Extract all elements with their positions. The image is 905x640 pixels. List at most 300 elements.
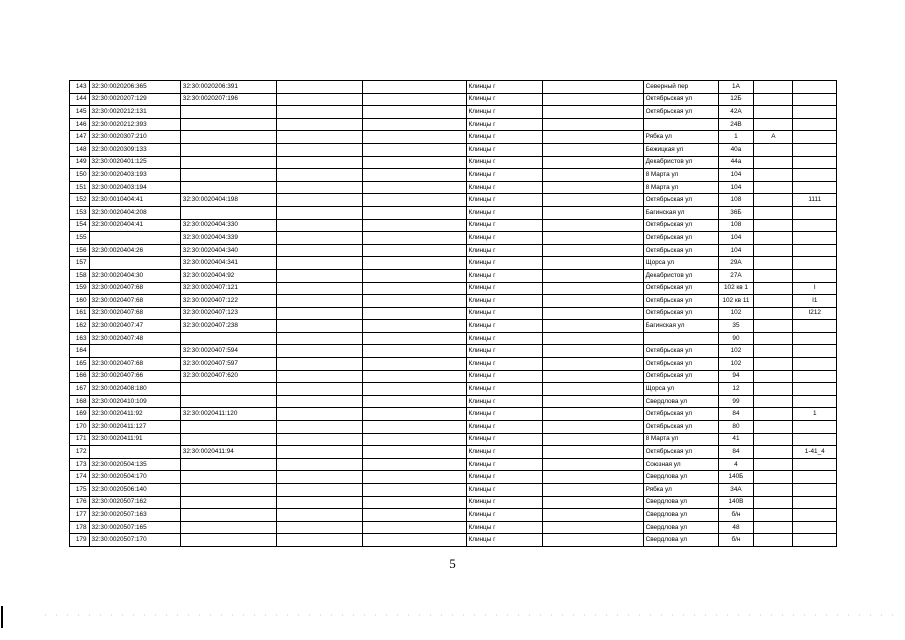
cell-house: 99: [718, 395, 754, 408]
cell-row-number: 147: [70, 131, 90, 144]
cell-house: 90: [718, 332, 754, 345]
cell-empty: [542, 446, 643, 459]
cell-city: Клинцы г: [466, 257, 542, 270]
cell-empty: [277, 232, 363, 245]
cell-house: 36Б: [718, 206, 754, 219]
cell-city: Клинцы г: [466, 194, 542, 207]
cell-building: [754, 181, 793, 194]
cell-empty: [542, 131, 643, 144]
cell-empty: [542, 408, 643, 421]
cell-house: 44а: [718, 156, 754, 169]
cell-cadastral-number-2: [180, 496, 277, 509]
cell-extra: [793, 383, 837, 396]
cell-extra: [793, 269, 837, 282]
cell-house: 27А: [718, 269, 754, 282]
cell-empty: [542, 206, 643, 219]
cell-street: Рябка ул: [643, 131, 718, 144]
cell-house: 29А: [718, 257, 754, 270]
table-row: [70, 295, 837, 308]
cell-cadastral-number: 32:30:0020407:66: [89, 370, 180, 383]
cell-empty: [542, 257, 643, 270]
table-row: [70, 332, 837, 345]
cell-building: [754, 471, 793, 484]
cell-row-number: 174: [70, 471, 90, 484]
cell-empty: [363, 496, 466, 509]
cell-empty: [277, 219, 363, 232]
cell-row-number: 162: [70, 320, 90, 333]
cadastral-registry-table: [69, 80, 837, 547]
cell-city: Клинцы г: [466, 471, 542, 484]
cell-street: Северный пер: [643, 81, 718, 94]
table-row: [70, 458, 837, 471]
table-row: [70, 106, 837, 119]
cell-empty: [277, 282, 363, 295]
cell-row-number: 173: [70, 458, 90, 471]
cell-cadastral-number: 32:30:0020407:48: [89, 332, 180, 345]
cell-building: [754, 484, 793, 497]
cell-city: Клинцы г: [466, 181, 542, 194]
table-row: [70, 244, 837, 257]
cell-empty: [363, 244, 466, 257]
cell-empty: [277, 471, 363, 484]
cell-house: б/н: [718, 534, 754, 547]
cell-extra: [793, 118, 837, 131]
cell-row-number: 167: [70, 383, 90, 396]
cell-empty: [363, 131, 466, 144]
cell-empty: [363, 521, 466, 534]
cell-empty: [277, 206, 363, 219]
cell-building: [754, 458, 793, 471]
cell-cadastral-number: 32:30:0020212:393: [89, 118, 180, 131]
cell-empty: [363, 232, 466, 245]
cell-empty: [363, 169, 466, 182]
cell-cadastral-number-2: 32:30:0020404:339: [180, 232, 277, 245]
table-row: [70, 446, 837, 459]
cell-cadastral-number: 32:30:0020207:129: [89, 93, 180, 106]
cell-building: А: [754, 131, 793, 144]
cell-street: Октябрьская ул: [643, 244, 718, 257]
cell-empty: [363, 358, 466, 371]
cell-empty: [363, 509, 466, 522]
cell-empty: [542, 295, 643, 308]
cell-row-number: 178: [70, 521, 90, 534]
cell-cadastral-number-2: [180, 106, 277, 119]
cell-cadastral-number: 32:30:0020504:170: [89, 471, 180, 484]
cell-building: [754, 118, 793, 131]
cell-extra: [793, 257, 837, 270]
cell-empty: [277, 181, 363, 194]
cell-house: 40а: [718, 143, 754, 156]
cell-building: [754, 320, 793, 333]
cell-street: 8 Марта ул: [643, 433, 718, 446]
table-row: [70, 471, 837, 484]
cell-row-number: 149: [70, 156, 90, 169]
cell-cadastral-number: [89, 345, 180, 358]
cell-empty: [277, 521, 363, 534]
table-row: [70, 118, 837, 131]
cell-house: 108: [718, 219, 754, 232]
cell-building: [754, 383, 793, 396]
cell-cadastral-number: 32:30:0020404:41: [89, 219, 180, 232]
cell-empty: [363, 383, 466, 396]
cell-empty: [363, 194, 466, 207]
cell-cadastral-number-2: 32:30:0020407:121: [180, 282, 277, 295]
cell-house: 12: [718, 383, 754, 396]
cell-city: Клинцы г: [466, 421, 542, 434]
cell-empty: [363, 320, 466, 333]
cell-extra: [793, 458, 837, 471]
cell-street: Октябрьская ул: [643, 345, 718, 358]
cell-empty: [277, 408, 363, 421]
cell-empty: [363, 345, 466, 358]
cell-building: [754, 433, 793, 446]
cell-cadastral-number-2: [180, 484, 277, 497]
cell-extra: [793, 370, 837, 383]
cell-extra: [793, 395, 837, 408]
cell-empty: [363, 181, 466, 194]
cell-house: 104: [718, 181, 754, 194]
cell-building: [754, 358, 793, 371]
cell-row-number: 153: [70, 206, 90, 219]
cell-building: [754, 143, 793, 156]
cell-row-number: 176: [70, 496, 90, 509]
table-row: [70, 358, 837, 371]
cell-building: [754, 257, 793, 270]
cell-empty: [277, 458, 363, 471]
cell-building: [754, 232, 793, 245]
cell-street: Багинская ул: [643, 320, 718, 333]
cell-street: Союзная ул: [643, 458, 718, 471]
cell-empty: [363, 156, 466, 169]
cell-street: Октябрьская ул: [643, 408, 718, 421]
cell-row-number: 161: [70, 307, 90, 320]
cell-city: Клинцы г: [466, 521, 542, 534]
cell-empty: [277, 446, 363, 459]
cell-extra: 1: [793, 408, 837, 421]
page-number: 5: [449, 556, 456, 571]
cell-empty: [277, 395, 363, 408]
cell-empty: [363, 408, 466, 421]
cell-cadastral-number: 32:30:0020309:133: [89, 143, 180, 156]
cell-street: [643, 118, 718, 131]
cell-empty: [277, 131, 363, 144]
cell-building: [754, 332, 793, 345]
cell-street: Октябрьская ул: [643, 421, 718, 434]
cell-cadastral-number-2: 32:30:0020407:122: [180, 295, 277, 308]
cell-row-number: 175: [70, 484, 90, 497]
cell-street: Свердлова ул: [643, 496, 718, 509]
cell-building: [754, 307, 793, 320]
cell-house: 12Б: [718, 93, 754, 106]
cell-empty: [542, 269, 643, 282]
cell-empty: [363, 257, 466, 270]
cell-building: [754, 446, 793, 459]
cell-house: 1: [718, 131, 754, 144]
cell-street: Щорса ул: [643, 257, 718, 270]
cell-house: 42А: [718, 106, 754, 119]
cell-empty: [277, 484, 363, 497]
cell-cadastral-number-2: 32:30:0020404:341: [180, 257, 277, 270]
cell-street: Октябрьская ул: [643, 358, 718, 371]
cell-cadastral-number: 32:30:0020507:165: [89, 521, 180, 534]
cell-house: 34А: [718, 484, 754, 497]
cell-city: Клинцы г: [466, 446, 542, 459]
cell-cadastral-number-2: [180, 118, 277, 131]
cell-cadastral-number: 32:30:0020411:92: [89, 408, 180, 421]
cell-city: Клинцы г: [466, 383, 542, 396]
cell-empty: [542, 156, 643, 169]
cell-row-number: 156: [70, 244, 90, 257]
cell-house: 84: [718, 408, 754, 421]
cell-empty: [542, 143, 643, 156]
cell-empty: [277, 269, 363, 282]
cell-empty: [277, 118, 363, 131]
cell-cadastral-number-2: [180, 458, 277, 471]
cell-extra: [793, 131, 837, 144]
cell-empty: [542, 219, 643, 232]
cell-street: Багинская ул: [643, 206, 718, 219]
cell-extra: [793, 509, 837, 522]
cell-extra: [793, 81, 837, 94]
cell-cadastral-number: 32:30:0020404:208: [89, 206, 180, 219]
table-row: [70, 131, 837, 144]
cell-city: Клинцы г: [466, 118, 542, 131]
table-row: [70, 433, 837, 446]
cell-cadastral-number: 32:30:0020506:140: [89, 484, 180, 497]
cell-cadastral-number: 32:30:0020411:127: [89, 421, 180, 434]
cell-row-number: 165: [70, 358, 90, 371]
cell-building: [754, 370, 793, 383]
cell-street: Бежицкая ул: [643, 143, 718, 156]
cell-cadastral-number: 32:30:0020411:91: [89, 433, 180, 446]
cell-city: Клинцы г: [466, 81, 542, 94]
cell-street: Свердлова ул: [643, 521, 718, 534]
cell-cadastral-number: 32:30:0020407:68: [89, 282, 180, 295]
cell-empty: [363, 421, 466, 434]
cell-empty: [542, 484, 643, 497]
cell-row-number: 151: [70, 181, 90, 194]
table-row: [70, 194, 837, 207]
cell-empty: [542, 307, 643, 320]
cell-extra: [793, 484, 837, 497]
cell-extra: [793, 143, 837, 156]
cell-city: Клинцы г: [466, 169, 542, 182]
cell-cadastral-number: 32:30:0020407:68: [89, 295, 180, 308]
cell-cadastral-number: 32:30:0020404:26: [89, 244, 180, 257]
cell-city: Клинцы г: [466, 458, 542, 471]
cell-house: 102 кв 1: [718, 282, 754, 295]
cell-cadastral-number: [89, 446, 180, 459]
cell-cadastral-number-2: 32:30:0020407:620: [180, 370, 277, 383]
cell-cadastral-number: 32:30:0020212:131: [89, 106, 180, 119]
cell-cadastral-number-2: [180, 143, 277, 156]
cell-city: Клинцы г: [466, 307, 542, 320]
cell-cadastral-number-2: [180, 156, 277, 169]
table-row: [70, 408, 837, 421]
table-row: [70, 143, 837, 156]
cell-row-number: 164: [70, 345, 90, 358]
cell-empty: [363, 106, 466, 119]
cell-city: Клинцы г: [466, 269, 542, 282]
cell-empty: [542, 194, 643, 207]
cell-building: [754, 269, 793, 282]
cell-city: Клинцы г: [466, 143, 542, 156]
cell-cadastral-number-2: [180, 509, 277, 522]
cell-empty: [542, 521, 643, 534]
cell-cadastral-number-2: [180, 131, 277, 144]
cell-row-number: 148: [70, 143, 90, 156]
cell-row-number: 158: [70, 269, 90, 282]
cell-empty: [277, 244, 363, 257]
cell-cadastral-number-2: 32:30:0020404:198: [180, 194, 277, 207]
cell-row-number: 152: [70, 194, 90, 207]
table-row: [70, 269, 837, 282]
cell-street: Октябрьская ул: [643, 295, 718, 308]
cell-empty: [277, 332, 363, 345]
table-row: [70, 307, 837, 320]
cell-house: 102: [718, 345, 754, 358]
cell-empty: [542, 169, 643, 182]
cell-street: Свердлова ул: [643, 395, 718, 408]
cell-house: 102 кв 11: [718, 295, 754, 308]
table-row: [70, 93, 837, 106]
table-row: [70, 206, 837, 219]
cell-cadastral-number: 32:30:0020206:365: [89, 81, 180, 94]
cell-cadastral-number: 32:30:0020408:180: [89, 383, 180, 396]
cell-empty: [277, 345, 363, 358]
cell-street: Декабристов ул: [643, 269, 718, 282]
cell-cadastral-number: 32:30:0020403:193: [89, 169, 180, 182]
cell-building: [754, 282, 793, 295]
scan-edge-mark: [1, 606, 3, 628]
cell-row-number: 163: [70, 332, 90, 345]
cell-empty: [277, 156, 363, 169]
cell-street: Октябрьская ул: [643, 370, 718, 383]
cell-city: Клинцы г: [466, 93, 542, 106]
cell-empty: [542, 433, 643, 446]
cell-house: 4: [718, 458, 754, 471]
scan-artifact-dots: [40, 614, 900, 616]
table-row: [70, 169, 837, 182]
cell-empty: [363, 206, 466, 219]
cell-street: [643, 332, 718, 345]
cell-cadastral-number-2: 32:30:0020404:92: [180, 269, 277, 282]
cell-empty: [542, 282, 643, 295]
cell-building: [754, 194, 793, 207]
cell-street: Щорса ул: [643, 383, 718, 396]
cell-building: [754, 93, 793, 106]
cell-city: Клинцы г: [466, 106, 542, 119]
cell-row-number: 159: [70, 282, 90, 295]
cell-city: Клинцы г: [466, 332, 542, 345]
cell-empty: [277, 295, 363, 308]
cell-street: Свердлова ул: [643, 509, 718, 522]
cell-empty: [277, 383, 363, 396]
cell-building: [754, 169, 793, 182]
cell-row-number: 143: [70, 81, 90, 94]
cell-empty: [542, 232, 643, 245]
cell-empty: [277, 509, 363, 522]
cell-building: [754, 534, 793, 547]
cell-street: Октябрьская ул: [643, 307, 718, 320]
cell-extra: I1: [793, 295, 837, 308]
cell-cadastral-number: 32:30:0020504:135: [89, 458, 180, 471]
cell-cadastral-number-2: [180, 395, 277, 408]
table-row: [70, 282, 837, 295]
cell-empty: [542, 509, 643, 522]
cell-row-number: 145: [70, 106, 90, 119]
cell-cadastral-number-2: 32:30:0020207:196: [180, 93, 277, 106]
cell-empty: [363, 446, 466, 459]
cell-cadastral-number: 32:30:0020507:162: [89, 496, 180, 509]
cell-row-number: 157: [70, 257, 90, 270]
cell-empty: [277, 106, 363, 119]
cell-extra: 1111: [793, 194, 837, 207]
cell-city: Клинцы г: [466, 433, 542, 446]
cell-house: 48: [718, 521, 754, 534]
cell-city: Клинцы г: [466, 244, 542, 257]
cell-building: [754, 244, 793, 257]
cell-cadastral-number: [89, 257, 180, 270]
cell-cadastral-number: 32:30:0020407:68: [89, 358, 180, 371]
cell-building: [754, 295, 793, 308]
cell-empty: [542, 358, 643, 371]
cell-empty: [542, 332, 643, 345]
cell-cadastral-number-2: [180, 534, 277, 547]
cell-extra: 1-41_4: [793, 446, 837, 459]
cell-building: [754, 106, 793, 119]
cell-street: Октябрьская ул: [643, 282, 718, 295]
cell-empty: [277, 320, 363, 333]
cell-building: [754, 156, 793, 169]
cell-row-number: 160: [70, 295, 90, 308]
cell-street: Свердлова ул: [643, 471, 718, 484]
table-row: [70, 421, 837, 434]
cell-empty: [542, 458, 643, 471]
cell-empty: [277, 534, 363, 547]
cell-house: 108: [718, 194, 754, 207]
cell-row-number: 146: [70, 118, 90, 131]
cell-city: Клинцы г: [466, 358, 542, 371]
cell-house: 104: [718, 232, 754, 245]
cell-cadastral-number-2: 32:30:0020411:120: [180, 408, 277, 421]
cell-empty: [363, 282, 466, 295]
cell-street: 8 Марта ул: [643, 169, 718, 182]
cell-city: Клинцы г: [466, 156, 542, 169]
table-row: [70, 156, 837, 169]
cell-building: [754, 219, 793, 232]
cell-empty: [363, 269, 466, 282]
cell-row-number: 179: [70, 534, 90, 547]
cell-building: [754, 521, 793, 534]
cell-city: Клинцы г: [466, 320, 542, 333]
table-row: [70, 383, 837, 396]
cell-house: 94: [718, 370, 754, 383]
cell-street: 8 Марта ул: [643, 181, 718, 194]
cell-cadastral-number: 32:30:0020410:109: [89, 395, 180, 408]
cell-street: Октябрьская ул: [643, 194, 718, 207]
cell-empty: [542, 244, 643, 257]
cell-house: 84: [718, 446, 754, 459]
cell-extra: [793, 421, 837, 434]
cell-city: Клинцы г: [466, 295, 542, 308]
cell-cadastral-number: 32:30:0020401:125: [89, 156, 180, 169]
cell-row-number: 172: [70, 446, 90, 459]
table-row: [70, 521, 837, 534]
cell-house: 35: [718, 320, 754, 333]
cell-cadastral-number-2: 32:30:0020407:594: [180, 345, 277, 358]
cell-extra: [793, 232, 837, 245]
